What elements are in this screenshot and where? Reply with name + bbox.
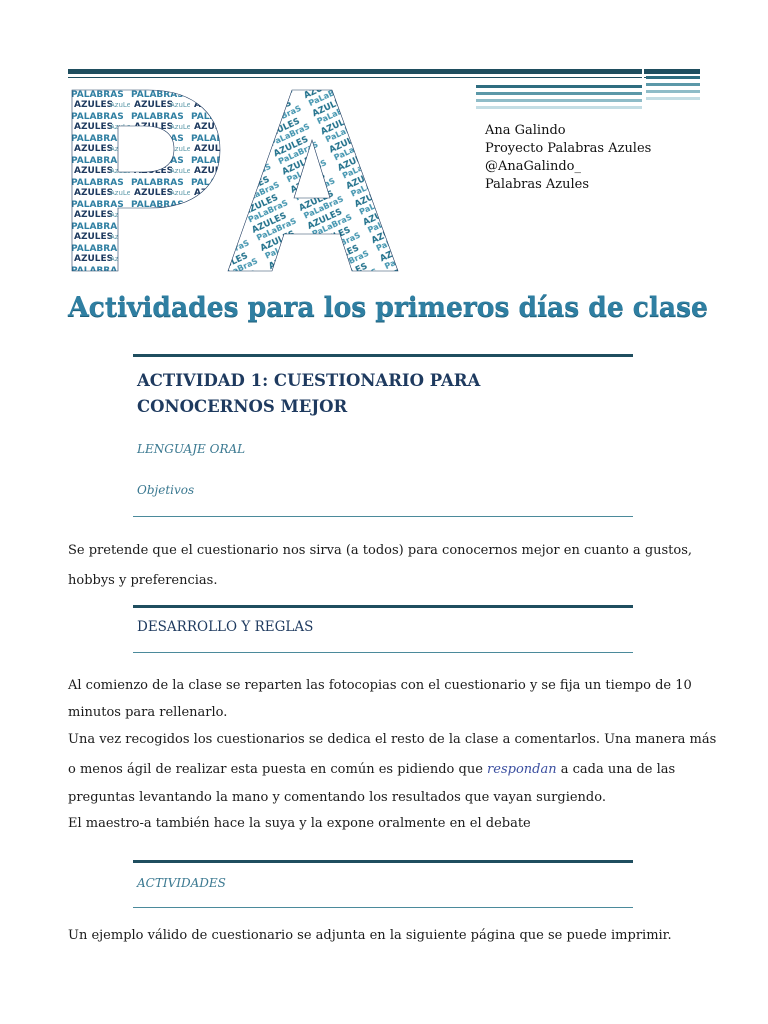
activity-category: LENGUAJE ORAL: [137, 442, 246, 456]
section-rule-top: [133, 860, 633, 863]
rules-line: preguntas levantando la mano y comentando los resultados que vayan surgiendo.: [68, 790, 606, 805]
activity-title: [137, 368, 607, 420]
activities-heading: ACTIVIDADES: [137, 876, 226, 890]
header-gradient-strips: [476, 81, 642, 115]
rules-heading: DESARROLLO Y REGLAS: [137, 619, 314, 635]
author-handle: @AnaGalindo_: [485, 159, 581, 174]
rules-line: minutos para rellenarlo.: [68, 705, 228, 720]
page-title: Actividades para los primeros días de clase: [68, 292, 708, 323]
activity-title-line2: CONOCERNOS MEJOR: [137, 397, 348, 416]
section-rule-top: [133, 354, 633, 357]
author-info: [485, 122, 651, 194]
rules-line-text: a cada una de las: [556, 762, 676, 777]
rules-line: El maestro-a también hace la suya y la expone oralmente en el debate: [68, 816, 531, 831]
section-rule-bottom: [133, 652, 633, 653]
objectives-label: Objetivos: [137, 483, 195, 497]
rules-line: Al comienzo de la clase se reparten las fotocopias con el cuestionario y se fija un tiempo de 10: [68, 678, 692, 693]
header-divider: [642, 69, 644, 117]
header-corner-blocks: [646, 69, 700, 117]
respondan-highlight: respondan: [487, 762, 557, 777]
author-name: Ana Galindo: [485, 123, 566, 138]
rules-line-text: o menos ágil de realizar esta puesta en común es pidiendo que: [68, 762, 488, 777]
header-thick-rule: [68, 69, 646, 74]
activities-text: [68, 928, 672, 943]
objectives-line: hobbys y preferencias.: [68, 573, 218, 588]
rules-line: Una vez recogidos los cuestionarios se dedica el resto de la clase a comentarlos. Una manera más: [68, 732, 717, 747]
section-rule-top: [133, 605, 633, 608]
rules-line: [68, 755, 676, 785]
objectives-text: [68, 536, 693, 596]
section-rule-bottom: [133, 516, 633, 517]
rules-text: [68, 671, 717, 837]
header-thin-rule: [68, 77, 646, 78]
author-site: Palabras Azules: [485, 177, 590, 192]
objectives-line: Se pretende que el cuestionario nos sirva (a todos) para conocernos mejor en cuanto a gustos,: [68, 543, 693, 558]
activity-title-line1: ACTIVIDAD 1: CUESTIONARIO PARA: [137, 371, 481, 390]
section-rule-bottom: [133, 907, 633, 908]
author-project: Proyecto Palabras Azules: [485, 141, 652, 156]
palabras-azules-logo: [70, 88, 400, 273]
activities-line: Un ejemplo válido de cuestionario se adjunta en la siguiente página que se puede imprimir.: [68, 928, 672, 943]
